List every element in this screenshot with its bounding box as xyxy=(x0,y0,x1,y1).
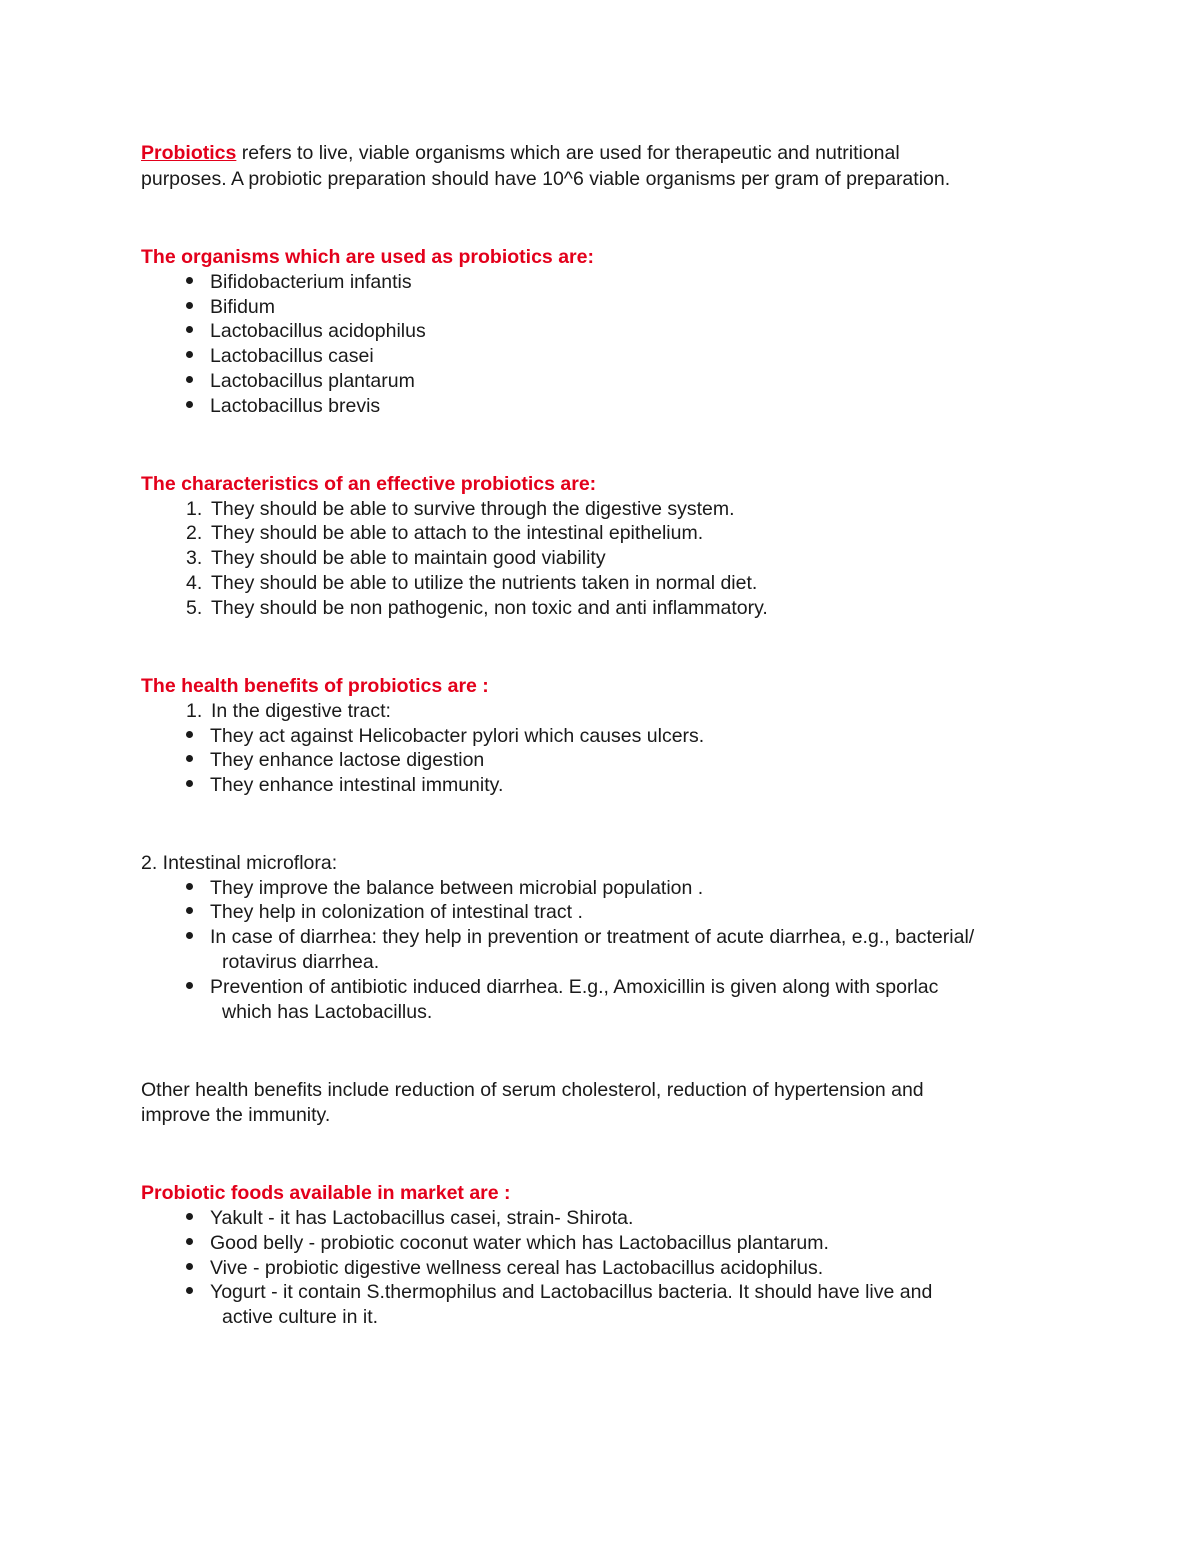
list-item: Lactobacillus plantarum xyxy=(186,369,415,394)
bullet-icon xyxy=(186,1213,193,1220)
list-item: They improve the balance between microbial population . xyxy=(186,876,703,901)
benefits-subheading-2: 2. Intestinal microflora: xyxy=(141,852,338,874)
intro-line-2: purposes. A probiotic preparation should have 10^6 viable organisms per gram of preparation. xyxy=(141,168,951,190)
bullet-icon xyxy=(186,326,193,333)
organisms-heading: The organisms which are used as probiotics are: xyxy=(141,246,594,268)
benefits-subheading-1: 1. In the digestive tract: xyxy=(186,700,391,722)
list-item-continuation: active culture in it. xyxy=(222,1306,379,1328)
list-item: They enhance lactose digestion xyxy=(186,748,484,773)
list-item: 3. They should be able to maintain good viability xyxy=(186,547,606,569)
bullet-icon xyxy=(186,780,193,787)
bullet-icon xyxy=(186,907,193,914)
list-item: 1. They should be able to survive through the digestive system. xyxy=(186,498,735,520)
list-item: Bifidum xyxy=(186,295,275,320)
list-item: Prevention of antibiotic induced diarrhea. E.g., Amoxicillin is given along with sporlac xyxy=(186,975,938,1000)
list-item: Lactobacillus brevis xyxy=(186,394,380,419)
list-item: Lactobacillus casei xyxy=(186,344,374,369)
bullet-icon xyxy=(186,1263,193,1270)
intro-text-1: refers to live, viable organisms which are used for therapeutic and nutritional xyxy=(236,142,900,164)
list-item: 5. They should be non pathogenic, non toxic and anti inflammatory. xyxy=(186,597,768,619)
list-item: Yakult - it has Lactobacillus casei, strain- Shirota. xyxy=(186,1206,633,1231)
other-benefits-line-2: improve the immunity. xyxy=(141,1104,331,1126)
bullet-icon xyxy=(186,351,193,358)
bullet-icon xyxy=(186,1287,193,1294)
list-item: Yogurt - it contain S.thermophilus and Lactobacillus bacteria. It should have live and xyxy=(186,1280,932,1305)
bullet-icon xyxy=(186,302,193,309)
list-item: 4. They should be able to utilize the nutrients taken in normal diet. xyxy=(186,572,758,594)
bullet-icon xyxy=(186,932,193,939)
list-item: Good belly - probiotic coconut water which has Lactobacillus plantarum. xyxy=(186,1231,829,1256)
bullet-icon xyxy=(186,883,193,890)
bullet-icon xyxy=(186,1238,193,1245)
list-item: 2. They should be able to attach to the intestinal epithelium. xyxy=(186,522,704,544)
other-benefits-line-1: Other health benefits include reduction of serum cholesterol, reduction of hypertension and xyxy=(141,1079,924,1101)
bullet-icon xyxy=(186,401,193,408)
bullet-icon xyxy=(186,376,193,383)
intro-line-1 xyxy=(141,141,900,166)
list-item: Lactobacillus acidophilus xyxy=(186,319,426,344)
bullet-icon xyxy=(186,982,193,989)
list-item: In case of diarrhea: they help in prevention or treatment of acute diarrhea, e.g., bacterial/ xyxy=(186,925,974,950)
list-item: Vive - probiotic digestive wellness cereal has Lactobacillus acidophilus. xyxy=(186,1256,823,1281)
benefits-heading: The health benefits of probiotics are : xyxy=(141,675,489,697)
list-item: They enhance intestinal immunity. xyxy=(186,773,503,798)
list-item: They act against Helicobacter pylori which causes ulcers. xyxy=(186,724,704,749)
characteristics-heading: The characteristics of an effective probiotics are: xyxy=(141,473,597,495)
term-probiotics: Probiotics xyxy=(141,142,237,164)
list-item: They help in colonization of intestinal tract . xyxy=(186,900,583,925)
list-item-continuation: which has Lactobacillus. xyxy=(222,1001,433,1023)
foods-heading: Probiotic foods available in market are : xyxy=(141,1182,511,1204)
bullet-icon xyxy=(186,277,193,284)
bullet-icon xyxy=(186,755,193,762)
list-item-continuation: rotavirus diarrhea. xyxy=(222,951,380,973)
list-item: Bifidobacterium infantis xyxy=(186,270,412,295)
bullet-icon xyxy=(186,731,193,738)
